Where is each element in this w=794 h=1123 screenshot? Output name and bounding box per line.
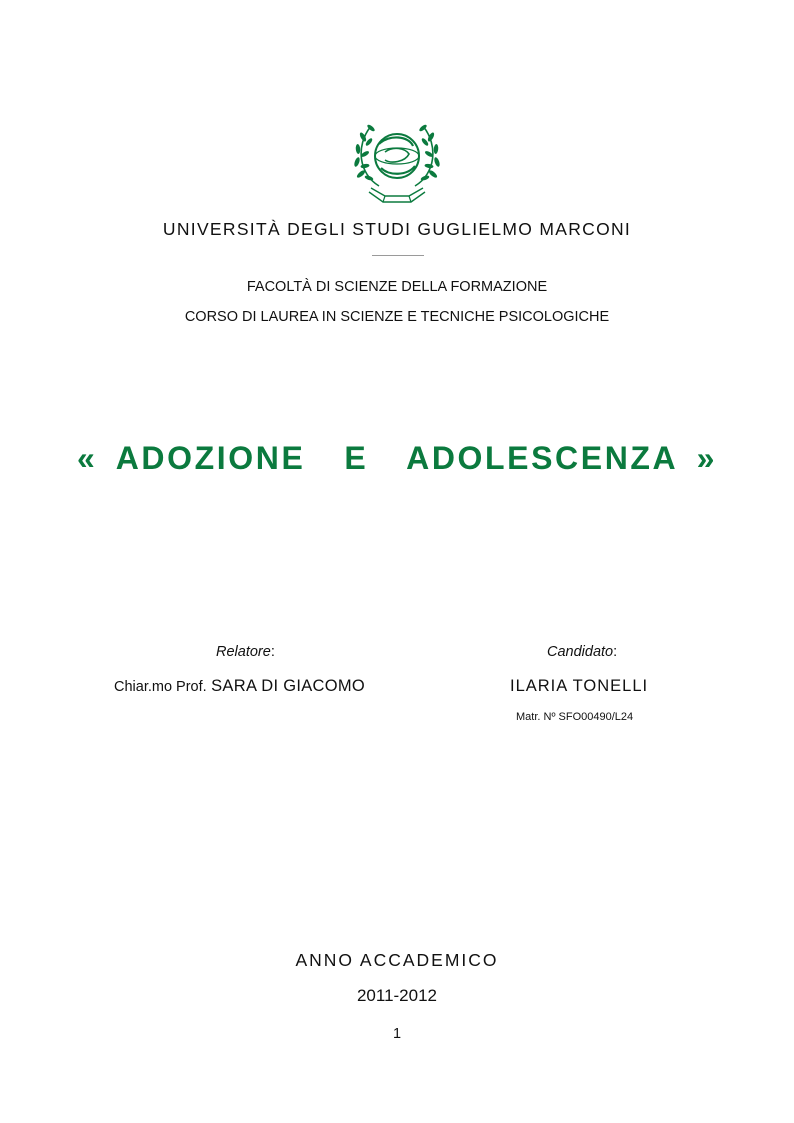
divider [372, 255, 424, 256]
supervisor-line [114, 677, 365, 696]
academic-year-label: ANNO ACCADEMICO [295, 950, 499, 970]
faculty-name: FACOLTÀ DI SCIENZE DELLA FORMAZIONE [246, 279, 548, 295]
course-name: CORSO DI LAUREA IN SCIENZE E TECNICHE PSICOLOGICHE [184, 309, 610, 325]
candidate-label-line: Candidato: [547, 644, 618, 660]
page-number: 1 [392, 1026, 402, 1042]
supervisor-label: Relatore [216, 644, 271, 660]
supervisor-title: Chiar.mo Prof. [114, 679, 207, 695]
supervisor-name: SARA DI GIACOMO [211, 677, 366, 695]
candidate-label: Candidato [547, 644, 614, 660]
university-seal-icon [349, 116, 445, 208]
thesis-title: « ADOZIONE E ADOLESCENZA » [77, 440, 717, 476]
academic-year: 2011-2012 [356, 986, 438, 1005]
candidate-name: ILARIA TONELLI [510, 677, 649, 695]
supervisor-label-line: Relatore: [216, 644, 275, 660]
university-name: UNIVERSITÀ DEGLI STUDI GUGLIELMO MARCONI [162, 219, 632, 239]
candidate-matricola: Matr. Nº SFO00490/L24 [516, 711, 634, 723]
